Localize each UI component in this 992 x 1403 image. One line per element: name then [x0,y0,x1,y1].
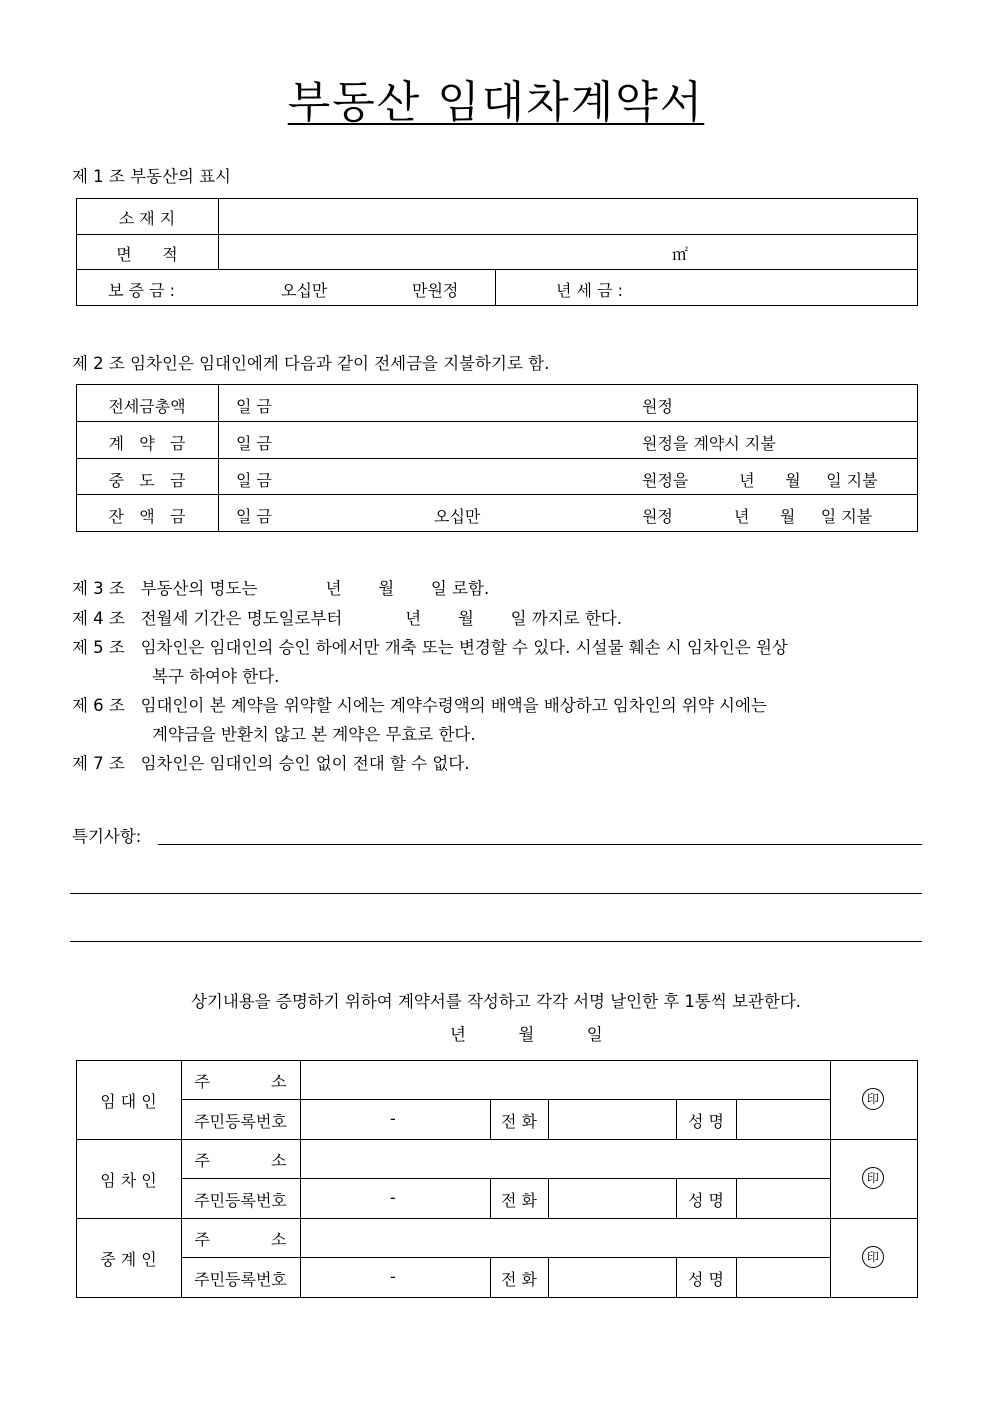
payment-row-amount: 오십만 [434,507,481,526]
payment-row-prefix: 일 금 [236,397,272,416]
article-6-line-1: 제 6 조 임대인이 본 계약을 위약할 시에는 계약수령액의 배액을 배상하고 임차인의 위약 시에는 [72,696,767,715]
name-label: 성 명 [688,1191,724,1210]
area-unit: ㎡ [672,245,689,264]
phone-label: 전 화 [501,1270,537,1289]
article-6-line-2: 계약금을 반환치 않고 본 계약은 무효로 한다. [152,725,476,744]
phone-label: 전 화 [501,1191,537,1210]
article-4: 제 4 조 전월세 기간은 명도일로부터 년 월 일 까지로 한다. [72,609,622,628]
id-dash: - [390,1109,396,1128]
article-5-line-2: 복구 하여야 한다. [152,667,280,686]
seal-stamp-icon[interactable]: 印 [862,1246,884,1268]
phone-label: 전 화 [501,1112,537,1131]
area-label: 면 적 [116,245,178,264]
id-number-label: 주민등록번호 [194,1191,287,1210]
id-dash: - [390,1188,396,1207]
address-label: 주 소 [194,1072,287,1091]
name-label: 성 명 [688,1270,724,1289]
payment-row-suffix: 원정 년 월 일 지불 [642,507,873,526]
deposit-label: 보 증 금 : [108,281,176,300]
closing-statement: 상기내용을 증명하기 위하여 계약서를 작성하고 각각 서명 날인한 후 1통씩 보관한다. [190,992,802,1011]
payment-row-label: 중 도 금 [108,471,186,490]
payment-row-prefix: 일 금 [236,471,272,490]
article-2-heading: 제 2 조 임차인은 임대인에게 다음과 같이 전세금을 지불하기로 함. [72,354,550,373]
address-label: 주 소 [194,1151,287,1170]
location-label: 소 재 지 [118,209,176,228]
payment-row-suffix: 원정 [642,397,673,416]
id-number-label: 주민등록번호 [194,1270,287,1289]
contract-date: 년 월 일 [450,1025,603,1044]
document-title: 부동산 임대차계약서 [287,77,705,128]
special-notes-label: 특기사항: [72,827,142,846]
payment-row-prefix: 일 금 [236,434,272,453]
payment-row-suffix: 원정을 계약시 지불 [642,434,776,453]
deposit-amount: 오십만 [281,281,328,300]
article-7: 제 7 조 임차인은 임대인의 승인 없이 전대 할 수 없다. [72,754,470,773]
annual-rent-label: 년 세 금 : [556,281,624,300]
article-1-heading: 제 1 조 부동산의 표시 [72,167,231,186]
article-5-line-1: 제 5 조 임차인은 임대인의 승인 하에서만 개축 또는 변경할 수 있다. 시설물 훼손 시 임차인은 원상 [72,638,788,657]
name-label: 성 명 [688,1112,724,1131]
payment-row-label: 계 약 금 [108,434,186,453]
special-notes-line[interactable] [70,893,922,894]
payment-row-prefix: 일 금 [236,507,272,526]
party-role-lessee: 임 차 인 [100,1171,157,1190]
payment-row-suffix: 원정을 년 월 일 지불 [642,471,878,490]
deposit-unit: 만원정 [412,281,459,300]
payment-row-label: 잔 액 금 [108,507,186,526]
seal-stamp-icon[interactable]: 印 [862,1088,884,1110]
id-dash: - [390,1267,396,1286]
id-number-label: 주민등록번호 [194,1112,287,1131]
payment-row-label: 전세금총액 [108,397,186,416]
party-role-broker: 중 계 인 [100,1250,157,1269]
article-3: 제 3 조 부동산의 명도는 년 월 일 로함. [72,579,490,598]
seal-stamp-icon[interactable]: 印 [862,1167,884,1189]
special-notes-line[interactable] [70,941,922,942]
party-role-lessor: 임 대 인 [100,1092,157,1111]
special-notes-line[interactable] [158,844,922,845]
address-label: 주 소 [194,1230,287,1249]
